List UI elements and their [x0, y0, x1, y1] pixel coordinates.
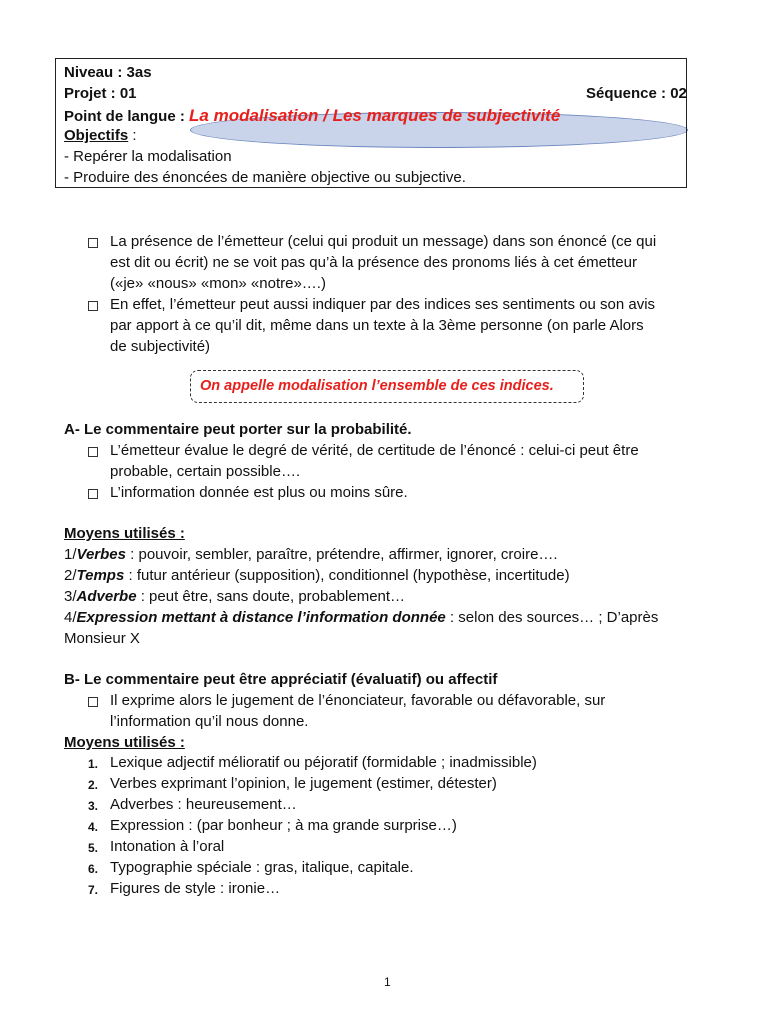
list-number: 5. — [88, 841, 99, 855]
lesson-title: La modalisation / Les marques de subjectivité — [189, 106, 561, 125]
moyen-text: : pouvoir, sembler, paraître, prétendre, affirmer, ignorer, croire…. — [126, 546, 558, 563]
list-item: Figures de style : ironie… — [110, 880, 281, 897]
section-b-bullet1-line2: l’information qu’il nous donne. — [110, 713, 309, 730]
checkbox-bullet-icon — [88, 447, 98, 457]
section-a-bullet1-line1: L’émetteur évalue le degré de vérité, de certitude de l’énoncé : celui-ci peut être — [110, 442, 639, 459]
section-a-moyen-3 — [64, 588, 405, 605]
list-number: 4. — [88, 820, 99, 834]
definition-text: On appelle modalisation l’ensemble de ces indices. — [200, 378, 554, 394]
section-a-title: A- Le commentaire peut porter sur la probabilité. — [64, 421, 412, 438]
section-a-bullet2: L’information donnée est plus ou moins sûre. — [110, 484, 408, 501]
objectifs-label: Objectifs — [64, 127, 129, 144]
moyen-number: 4/ — [64, 609, 77, 626]
intro-bullet1-line3: («je» «nous» «mon» «notre»….) — [110, 275, 326, 292]
section-a-bullet1-line2: probable, certain possible…. — [110, 463, 301, 480]
point-label: Point de langue : — [64, 108, 190, 125]
section-a-moyens-title: Moyens utilisés : — [64, 525, 185, 542]
moyen-text: : futur antérieur (supposition), conditionnel (hypothèse, incertitude) — [124, 567, 570, 584]
section-a-moyen-4 — [64, 609, 658, 626]
header-box — [55, 58, 687, 188]
intro-bullet1-line1: La présence de l’émetteur (celui qui produit un message) dans son énoncé (ce qui — [110, 233, 657, 250]
moyen-key: Adverbe — [76, 588, 137, 605]
intro-bullet1-line2: est dit ou écrit) ne se voit pas qu’à la présence des pronoms liés à cet émetteur — [110, 254, 637, 271]
section-a-moyen-1 — [64, 546, 558, 563]
moyen-number: 1/ — [64, 546, 77, 563]
list-item: Lexique adjectif mélioratif ou péjoratif (formidable ; inadmissible) — [110, 754, 537, 771]
checkbox-bullet-icon — [88, 301, 98, 311]
definition-box — [190, 370, 584, 403]
intro-bullet2-line1: En effet, l’émetteur peut aussi indiquer par des indices ses sentiments ou son avis — [110, 296, 656, 313]
point-de-langue — [64, 106, 560, 126]
list-number: 1. — [88, 757, 99, 771]
section-b-moyens-title: Moyens utilisés : — [64, 734, 185, 751]
objectif-1: - Repérer la modalisation — [64, 148, 232, 165]
list-number: 2. — [88, 778, 99, 792]
intro-bullet2-line3: de subjectivité) — [110, 338, 211, 355]
checkbox-bullet-icon — [88, 697, 98, 707]
list-number: 3. — [88, 799, 99, 813]
projet-label: Projet : 01 — [64, 85, 137, 102]
moyen-text: : selon des sources… ; D’après — [445, 609, 659, 626]
moyen-number: 3/ — [64, 588, 77, 605]
list-number: 7. — [88, 883, 99, 897]
niveau-label: Niveau : 3as — [64, 64, 152, 81]
objectifs-colon: : — [128, 127, 137, 144]
list-item: Adverbes : heureusement… — [110, 796, 297, 813]
moyen-number: 2/ — [64, 567, 77, 584]
sequence-label: Séquence : 02 — [586, 85, 687, 102]
moyen-key: Temps — [76, 567, 125, 584]
moyen-text: : peut être, sans doute, probablement… — [136, 588, 406, 605]
objectif-2: - Produire des énoncées de manière objective ou subjective. — [64, 169, 466, 186]
list-item: Intonation à l’oral — [110, 838, 225, 855]
list-item: Verbes exprimant l’opinion, le jugement (estimer, détester) — [110, 775, 497, 792]
moyen-key: Expression mettant à distance l’information donnée — [76, 609, 446, 626]
list-item: Typographie spéciale : gras, italique, capitale. — [110, 859, 414, 876]
section-b-bullet1-line1: Il exprime alors le jugement de l’énonciateur, favorable ou défavorable, sur — [110, 692, 606, 709]
section-b-title: B- Le commentaire peut être appréciatif (évaluatif) ou affectif — [64, 671, 498, 688]
moyen-key: Verbes — [76, 546, 126, 563]
intro-bullet2-line2: par apport à ce qu’il dit, même dans un texte à la 3ème personne (on parle Alors — [110, 317, 644, 334]
checkbox-bullet-icon — [88, 238, 98, 248]
list-number: 6. — [88, 862, 99, 876]
checkbox-bullet-icon — [88, 489, 98, 499]
page-number: 1 — [384, 975, 391, 989]
section-a-moyen-4-line2: Monsieur X — [64, 630, 140, 647]
section-a-moyen-2 — [64, 567, 570, 584]
list-item: Expression : (par bonheur ; à ma grande surprise…) — [110, 817, 457, 834]
objectifs-heading — [64, 127, 137, 144]
